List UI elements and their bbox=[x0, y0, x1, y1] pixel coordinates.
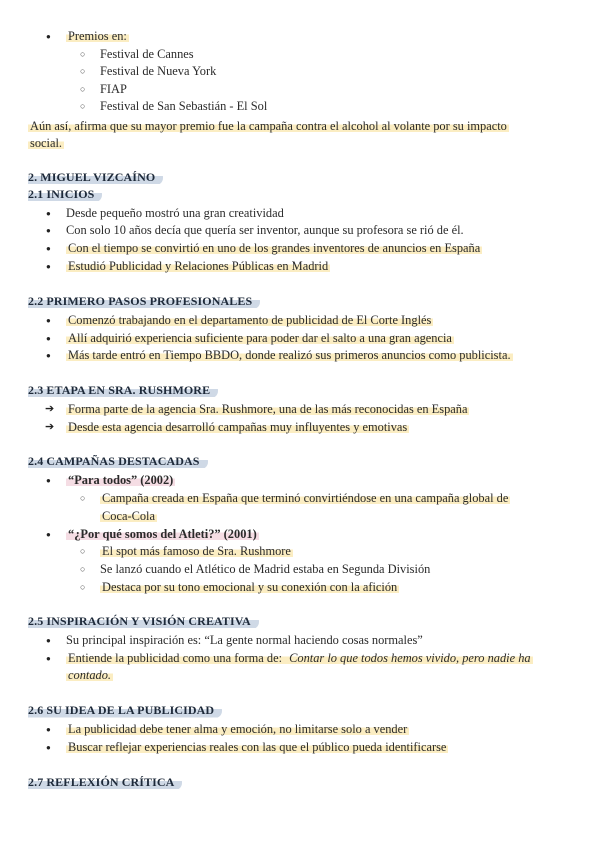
section-heading: 2.6 SU IDEA DE LA PUBLICIDAD bbox=[28, 703, 222, 718]
premios-conclusion-end: social. bbox=[30, 136, 62, 150]
list-item-text: La publicidad debe tener alma y emoción, no limitarse solo a vender bbox=[68, 722, 408, 736]
list-item bbox=[66, 739, 448, 756]
campaign-title: “¿Por qué somos del Atleti?” (2001) bbox=[68, 527, 257, 541]
list-item bbox=[66, 347, 513, 364]
premios-heading: Premios en: bbox=[68, 29, 127, 43]
list-item bbox=[66, 312, 433, 329]
list-item bbox=[66, 721, 409, 738]
list-item: ● Con solo 10 años decía que quería ser inventor, aunque su profesora se rió de él. bbox=[66, 222, 464, 239]
list-item bbox=[66, 419, 409, 436]
list-item bbox=[66, 240, 482, 257]
list-item bbox=[66, 526, 259, 543]
list-item bbox=[66, 330, 454, 347]
list-item: ○ Festival de Nueva York bbox=[100, 63, 216, 80]
list-item-quote-end: contado. bbox=[68, 668, 112, 682]
list-item-continuation bbox=[100, 508, 157, 525]
list-item bbox=[66, 650, 533, 667]
paragraph-line bbox=[28, 118, 509, 135]
campaign-title: “Para todos” (2002) bbox=[68, 473, 174, 487]
list-item-quote: Contar lo que todos hemos vivido, pero nadie ha bbox=[289, 651, 531, 665]
list-item: ● Desde pequeño mostró una gran creatividad bbox=[66, 205, 284, 222]
section-heading: 2.4 CAMPAÑAS DESTACADAS bbox=[28, 454, 208, 469]
list-item-text: Coca-Cola bbox=[102, 509, 155, 523]
list-item: ○ FIAP bbox=[100, 81, 127, 98]
section-heading: 2.2 PRIMERO PASOS PROFESIONALES bbox=[28, 294, 260, 309]
section-heading: 2.5 INSPIRACIÓN Y VISIÓN CREATIVA bbox=[28, 614, 259, 629]
list-item: ○ Festival de Cannes bbox=[100, 46, 194, 63]
list-item: ○ Se lanzó cuando el Atlético de Madrid estaba en Segunda División bbox=[100, 561, 430, 578]
list-item bbox=[66, 472, 175, 489]
list-item-text: Estudió Publicidad y Relaciones Públicas en Madrid bbox=[68, 259, 329, 273]
list-item-text: Comenzó trabajando en el departamento de publicidad de El Corte Inglés bbox=[68, 313, 432, 327]
list-item-text: Campaña creada en España que terminó convirtiéndose en una campaña global de bbox=[102, 491, 509, 505]
list-item bbox=[66, 28, 129, 45]
list-item bbox=[100, 543, 293, 560]
list-item: ○ Festival de San Sebastián - El Sol bbox=[100, 98, 267, 115]
list-item-text: Más tarde entró en Tiempo BBDO, donde realizó sus primeros anuncios como publicista. bbox=[68, 348, 511, 362]
list-item-text: Buscar reflejar experiencias reales con las que el público pueda identificarse bbox=[68, 740, 447, 754]
section-heading: 2.7 REFLEXIÓN CRÍTICA bbox=[28, 775, 182, 790]
list-item-continuation bbox=[66, 667, 113, 684]
list-item: ● Su principal inspiración es: “La gente normal haciendo cosas normales” bbox=[66, 632, 423, 649]
list-item-text: Entiende la publicidad como una forma de: bbox=[68, 651, 286, 665]
list-item-text: Desde esta agencia desarrolló campañas muy influyentes y emotivas bbox=[68, 420, 408, 434]
list-item bbox=[66, 401, 469, 418]
list-item-text: Con el tiempo se convirtió en uno de los grandes inventores de anuncios en España bbox=[68, 241, 481, 255]
section-heading: 2.3 ETAPA EN SRA. RUSHMORE bbox=[28, 383, 218, 398]
list-item-text: El spot más famoso de Sra. Rushmore bbox=[102, 544, 291, 558]
section-heading: 2. MIGUEL VIZCAÍNO bbox=[28, 170, 163, 185]
list-item bbox=[100, 579, 399, 596]
list-item bbox=[100, 490, 510, 507]
list-item-text: Allí adquirió experiencia suficiente para poder dar el salto a una gran agencia bbox=[68, 331, 452, 345]
list-item bbox=[66, 258, 330, 275]
paragraph-line bbox=[28, 135, 64, 152]
section-heading: 2.1 INICIOS bbox=[28, 187, 102, 202]
premios-conclusion: Aún así, afirma que su mayor premio fue la campaña contra el alcohol al volante por su impacto bbox=[30, 119, 507, 133]
list-item-text: Destaca por su tono emocional y su conexión con la afición bbox=[102, 580, 398, 594]
list-item-text: Forma parte de la agencia Sra. Rushmore, una de las más reconocidas en España bbox=[68, 402, 468, 416]
